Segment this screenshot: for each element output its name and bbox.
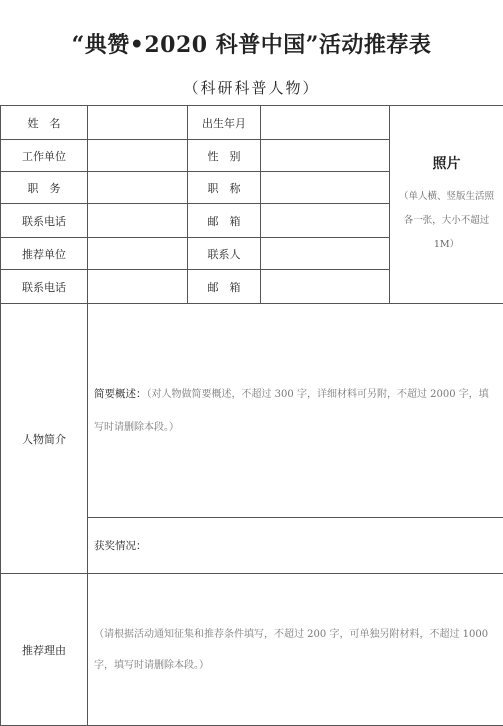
gender-label: 性 别: [188, 140, 261, 172]
contact-email-label: 邮 箱: [188, 270, 261, 304]
contact-email-field[interactable]: [261, 270, 390, 304]
form-row: [1, 106, 503, 140]
gender-field[interactable]: [261, 140, 390, 172]
work-unit-label: 工作单位: [1, 140, 88, 172]
phone-field[interactable]: [88, 204, 188, 238]
contact-person-label: 联系人: [188, 238, 261, 270]
award-label: 获奖情况：: [94, 540, 147, 552]
photo-note: （单人横、竖版生活照各一张，大小不超过 1M）: [390, 185, 503, 257]
award-field[interactable]: [88, 518, 503, 574]
recommendation-form: [0, 105, 503, 726]
email-label: 邮 箱: [188, 204, 261, 238]
contact-phone-field[interactable]: [88, 270, 188, 304]
position-field[interactable]: [88, 172, 188, 204]
recommending-unit-label: 推荐单位: [1, 238, 88, 270]
contact-phone-label: 联系电话: [1, 270, 88, 304]
reason-hint: （请根据活动通知征集和推荐条件填写，不超过 200 字，可单独另附材料，不超过 1000 字，填写时请删除本段。）: [94, 629, 488, 671]
position-label: 职 务: [1, 172, 88, 204]
title-label: 职 称: [188, 172, 261, 204]
reason-row: [1, 574, 503, 726]
birth-date-label: 出生年月: [188, 106, 261, 140]
photo-cell[interactable]: [390, 106, 503, 304]
summary-hint: （对人物做简要概述，不超过 300 字，详细材料可另附，不超过 2000 字，填写时请删除本段。）: [94, 389, 489, 433]
reason-field[interactable]: [88, 574, 503, 726]
recommending-unit-field[interactable]: [88, 238, 188, 270]
profile-summary-row: [1, 304, 503, 518]
work-unit-field[interactable]: [88, 140, 188, 172]
profile-summary-field[interactable]: [88, 304, 503, 518]
summary-label: 简要概述：: [94, 388, 147, 400]
name-field[interactable]: [88, 106, 188, 140]
phone-label: 联系电话: [1, 204, 88, 238]
contact-person-field[interactable]: [261, 238, 390, 270]
email-field[interactable]: [261, 204, 390, 238]
title-field[interactable]: [261, 172, 390, 204]
document-title: “典赞•2020 科普中国”活动推荐表: [0, 28, 503, 59]
name-label: 姓 名: [1, 106, 88, 140]
document-subtitle: （科研科普人物）: [0, 77, 503, 98]
photo-title: 照片: [390, 153, 503, 173]
reason-label: 推荐理由: [1, 574, 88, 726]
profile-label: 人物简介: [1, 304, 88, 574]
birth-date-field[interactable]: [261, 106, 390, 140]
